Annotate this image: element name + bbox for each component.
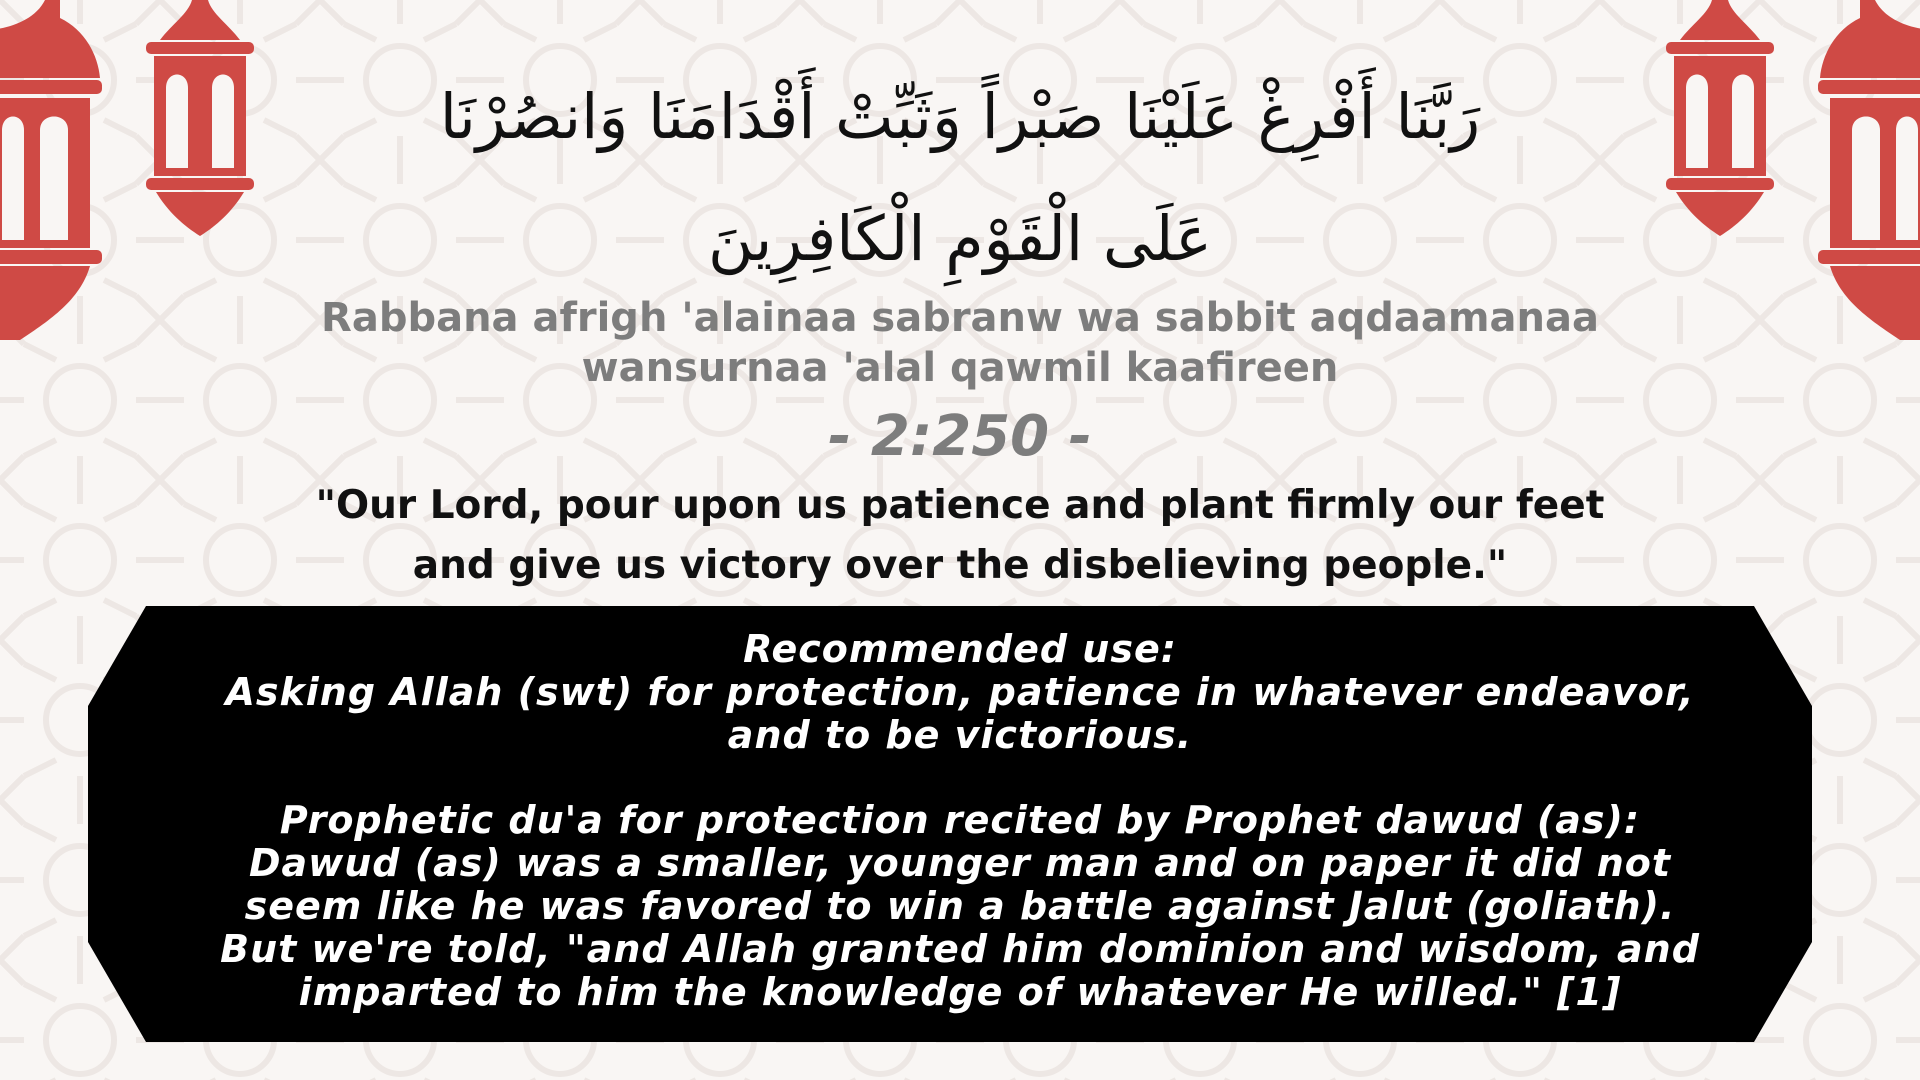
panel-subheading: Prophetic du'a for protection recited by Prophet dawud (as): <box>279 798 1641 842</box>
panel-story-line-2: seem like he was favored to win a battle against Jalut (goliath). <box>244 884 1676 928</box>
lantern-icon <box>140 0 260 240</box>
lantern-icon <box>0 0 110 345</box>
arabic-line-1: رَبَّنَا أَفْرِغْ عَلَيْنَا صَبْراً وَثَبِّتْ أَقْدَامَنَا وَانصُرْنَا <box>439 80 1481 153</box>
panel-heading: Recommended use: <box>743 627 1177 671</box>
lantern-icon <box>1660 0 1780 240</box>
panel-story-line-1: Dawud (as) was a smaller, younger man and on paper it did not <box>248 841 1672 885</box>
arabic-line-2: عَلَى الْقَوْمِ الْكَافِرِينَ <box>707 202 1213 275</box>
transliteration-line-2: wansurnaa 'alal qawmil kaafireen <box>581 345 1339 391</box>
translation-line-2: and give us victory over the disbelieving people." <box>412 543 1508 588</box>
transliteration-line-1: Rabbana afrigh 'alainaa sabranw wa sabbit aqdaamanaa <box>321 295 1599 341</box>
lantern-icon <box>1810 0 1920 345</box>
panel-use-line-1: Asking Allah (swt) for protection, patience in whatever endeavor, <box>225 670 1695 714</box>
verse-reference: - 2:250 - <box>828 404 1092 469</box>
panel-story-line-3: But we're told, "and Allah granted him dominion and wisdom, and <box>220 927 1700 971</box>
panel-use-line-2: and to be victorious. <box>727 713 1193 757</box>
panel-story-line-4: imparted to him the knowledge of whatever He willed." [1] <box>298 970 1622 1014</box>
translation-line-1: "Our Lord, pour upon us patience and plant firmly our feet <box>315 483 1605 528</box>
